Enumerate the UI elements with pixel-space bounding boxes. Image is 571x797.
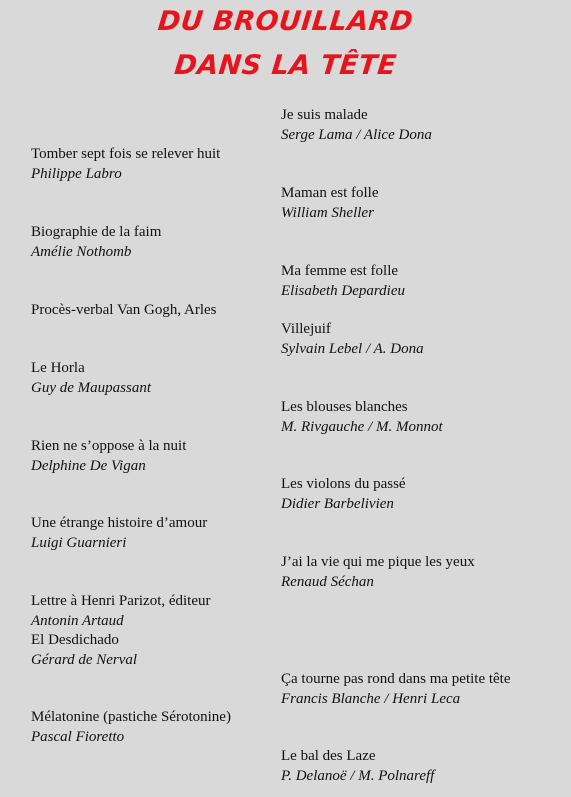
work-title: Villejuif: [281, 321, 331, 337]
list-item: [281, 184, 378, 223]
work-author: Pascal Fioretto: [31, 728, 125, 745]
list-item: [281, 262, 405, 301]
list-item: [281, 747, 434, 786]
list-item: [31, 592, 211, 670]
work-author: William Sheller: [281, 204, 374, 221]
work-author: Serge Lama / Alice Dona: [281, 126, 432, 143]
work-title: Procès-verbal Van Gogh, Arles: [31, 302, 217, 318]
list-item: [281, 320, 424, 359]
list-item: [31, 301, 217, 321]
title-line-1: DU BROUILLARD: [156, 6, 415, 37]
work-title: J’ai la vie qui me pique les yeux: [281, 554, 475, 570]
list-item: [31, 223, 161, 262]
work-author: Guy de Maupassant: [31, 379, 151, 396]
work-title: Maman est folle: [281, 185, 379, 201]
work-title: Ma femme est folle: [281, 263, 399, 279]
work-title: Rien ne s’oppose à la nuit: [31, 438, 187, 454]
title-line-2: DANS LA TÊTE: [172, 50, 399, 81]
work-title: Les blouses blanches: [281, 399, 408, 415]
work-title: Une étrange histoire d’amour: [31, 515, 208, 531]
work-author: Elisabeth Depardieu: [281, 282, 406, 299]
list-item: [281, 398, 443, 437]
list-item: [281, 475, 406, 514]
list-item: [31, 145, 220, 184]
work-title: Mélatonine (pastiche Sérotonine): [31, 709, 231, 725]
work-author: Delphine De Vigan: [31, 457, 146, 474]
work-title: Biographie de la faim: [31, 224, 162, 240]
work-author: Renaud Séchan: [281, 573, 374, 590]
work-title: Tomber sept fois se relever huit: [31, 146, 221, 162]
work-author: Luigi Guarnieri: [31, 534, 127, 551]
work-author: M. Rivgauche / M. Monnot: [281, 418, 443, 435]
list-item: [281, 553, 475, 592]
work-title: Le Horla: [31, 360, 85, 376]
work-title: El Desdichado: [31, 632, 119, 648]
work-author: Gérard de Nerval: [31, 651, 138, 668]
work-title: Je suis malade: [281, 107, 368, 123]
list-item: [281, 106, 432, 145]
list-item: [31, 359, 151, 398]
work-author: P. Delanoë / M. Polnareff: [281, 767, 435, 784]
work-author: Didier Barbelivien: [281, 495, 394, 512]
list-item: [31, 708, 231, 747]
work-title: Ça tourne pas rond dans ma petite tête: [281, 671, 511, 687]
work-title: Le bal des Laze: [281, 748, 376, 764]
work-author: Sylvain Lebel / A. Dona: [281, 340, 424, 357]
list-item: [281, 670, 511, 709]
list-item: [31, 514, 207, 553]
work-title: Lettre à Henri Parizot, éditeur: [31, 593, 211, 609]
work-author: Amélie Nothomb: [31, 243, 132, 260]
work-author: Francis Blanche / Henri Leca: [281, 690, 461, 707]
list-item: [31, 437, 186, 476]
work-author: Philippe Labro: [31, 165, 122, 182]
work-author: Antonin Artaud: [31, 612, 124, 629]
work-title: Les violons du passé: [281, 476, 406, 492]
